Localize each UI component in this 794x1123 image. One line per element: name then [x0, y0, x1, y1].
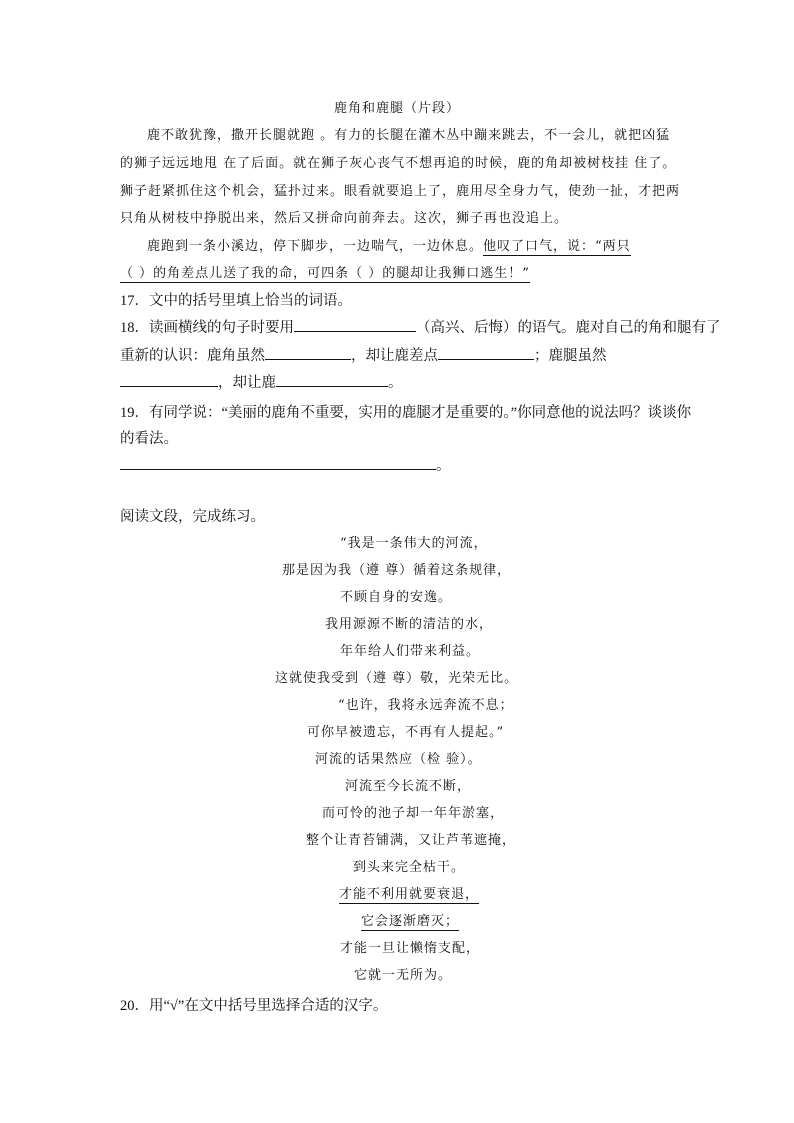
answer-blank[interactable]: [294, 317, 416, 332]
answer-blank[interactable]: [438, 345, 534, 360]
question-19: 19．有同学说：“美丽的鹿角不重要，实用的鹿腿才是重要的。”你同意他的说法吗？谈谈你: [120, 405, 692, 421]
poem-line: 年年给人们带来利益。: [340, 644, 481, 659]
poem-line: 我用源源不断的清洁的水，: [325, 617, 494, 632]
poem-line: 到头来完全枯干。: [353, 860, 466, 875]
section-intro: 阅读文段，完成练习。: [120, 509, 265, 525]
answer-blank[interactable]: [276, 372, 388, 387]
passage-text: 鹿跑到一条小溪边，停下脚步，一边喘气，一边休息。: [147, 239, 484, 254]
question-text: （高兴、后悔）的语气。鹿对自己的角和腿有了: [416, 320, 721, 336]
question-18-line: [120, 371, 403, 392]
poem-line: 它就一无所为。: [354, 968, 453, 983]
question-19-line: 的看法。: [120, 431, 178, 447]
question-17: 17．文中的括号里填上恰当的词语。: [120, 293, 352, 309]
poem-line: “我是一条伟大的河流，: [340, 536, 488, 551]
question-text: 重新的认识：鹿角虽然: [120, 348, 265, 364]
answer-blank[interactable]: [265, 345, 351, 360]
underlined-poem-line: 才能不利用就要衰退，: [339, 887, 480, 902]
question-text: 18．读画横线的句子时要用: [120, 320, 294, 336]
underlined-sentence: 他叹了口气，说：“两只: [483, 239, 631, 254]
poem-line: 整个让青苔铺满，又让芦苇遮掩，: [306, 833, 517, 848]
poem-line: “也许，我将永远奔流不息；: [338, 698, 514, 713]
poem-line: 不顾自身的安逸。: [340, 590, 453, 605]
poem-line: 这就使我受到（遵 尊）敬，光荣无比。: [275, 671, 519, 686]
passage-line: 狮子赶紧抓住这个机会，猛扑过来。眼看就要追上了，鹿用尽全身力气，使劲一扯，才把两: [120, 184, 681, 199]
passage-line: [147, 235, 631, 254]
question-18: [120, 316, 721, 337]
question-19-answer-line: [120, 454, 451, 475]
question-text: ，却让鹿: [218, 375, 276, 391]
passage-title: 鹿角和鹿腿（片段）: [333, 101, 460, 116]
passage-line: 鹿不敢犹豫，撒开长腿就跑 。有力的长腿在灌木丛中蹦来跳去，不一会儿，就把凶猛: [147, 128, 671, 143]
passage-line: [120, 262, 530, 281]
poem-line: 那是因为我（遵 尊）循着这条规律，: [282, 563, 512, 578]
poem-line: 河流至今长流不断，: [345, 779, 472, 794]
answer-blank[interactable]: [120, 372, 218, 387]
poem-line: 而可怜的池子却一年年淤塞，: [322, 806, 505, 821]
question-text: 。: [388, 375, 403, 391]
underlined-sentence: （ ）的角差点儿送了我的命，可四条（ ）的腿却让我狮口逃生！”: [120, 266, 530, 281]
underlined-poem-line: 它会逐渐磨灭；: [361, 914, 460, 929]
passage-line: 的狮子远远地甩 在了后面。就在狮子灰心丧气不想再追的时候，鹿的角却被树枝挂 住了。: [120, 156, 677, 171]
passage-line: 只角从树枝中挣脱出来，然后又拼命向前奔去。这次，狮子再也没追上。: [120, 211, 569, 226]
poem-line: 可你早被遗忘，不再有人提起。”: [307, 725, 505, 740]
poem-line: 才能一旦让懒惰支配，: [340, 941, 481, 956]
question-18-line: [120, 344, 607, 365]
question-text: 。: [436, 458, 451, 474]
question-text: ；鹿腿虽然: [534, 348, 607, 364]
answer-blank[interactable]: [120, 455, 436, 470]
question-text: ，却让鹿差点: [351, 348, 438, 364]
poem-line: 河流的话果然应（检 验）。: [315, 752, 482, 767]
question-20: 20．用“√”在文中括号里选择合适的汉字。: [120, 998, 388, 1014]
